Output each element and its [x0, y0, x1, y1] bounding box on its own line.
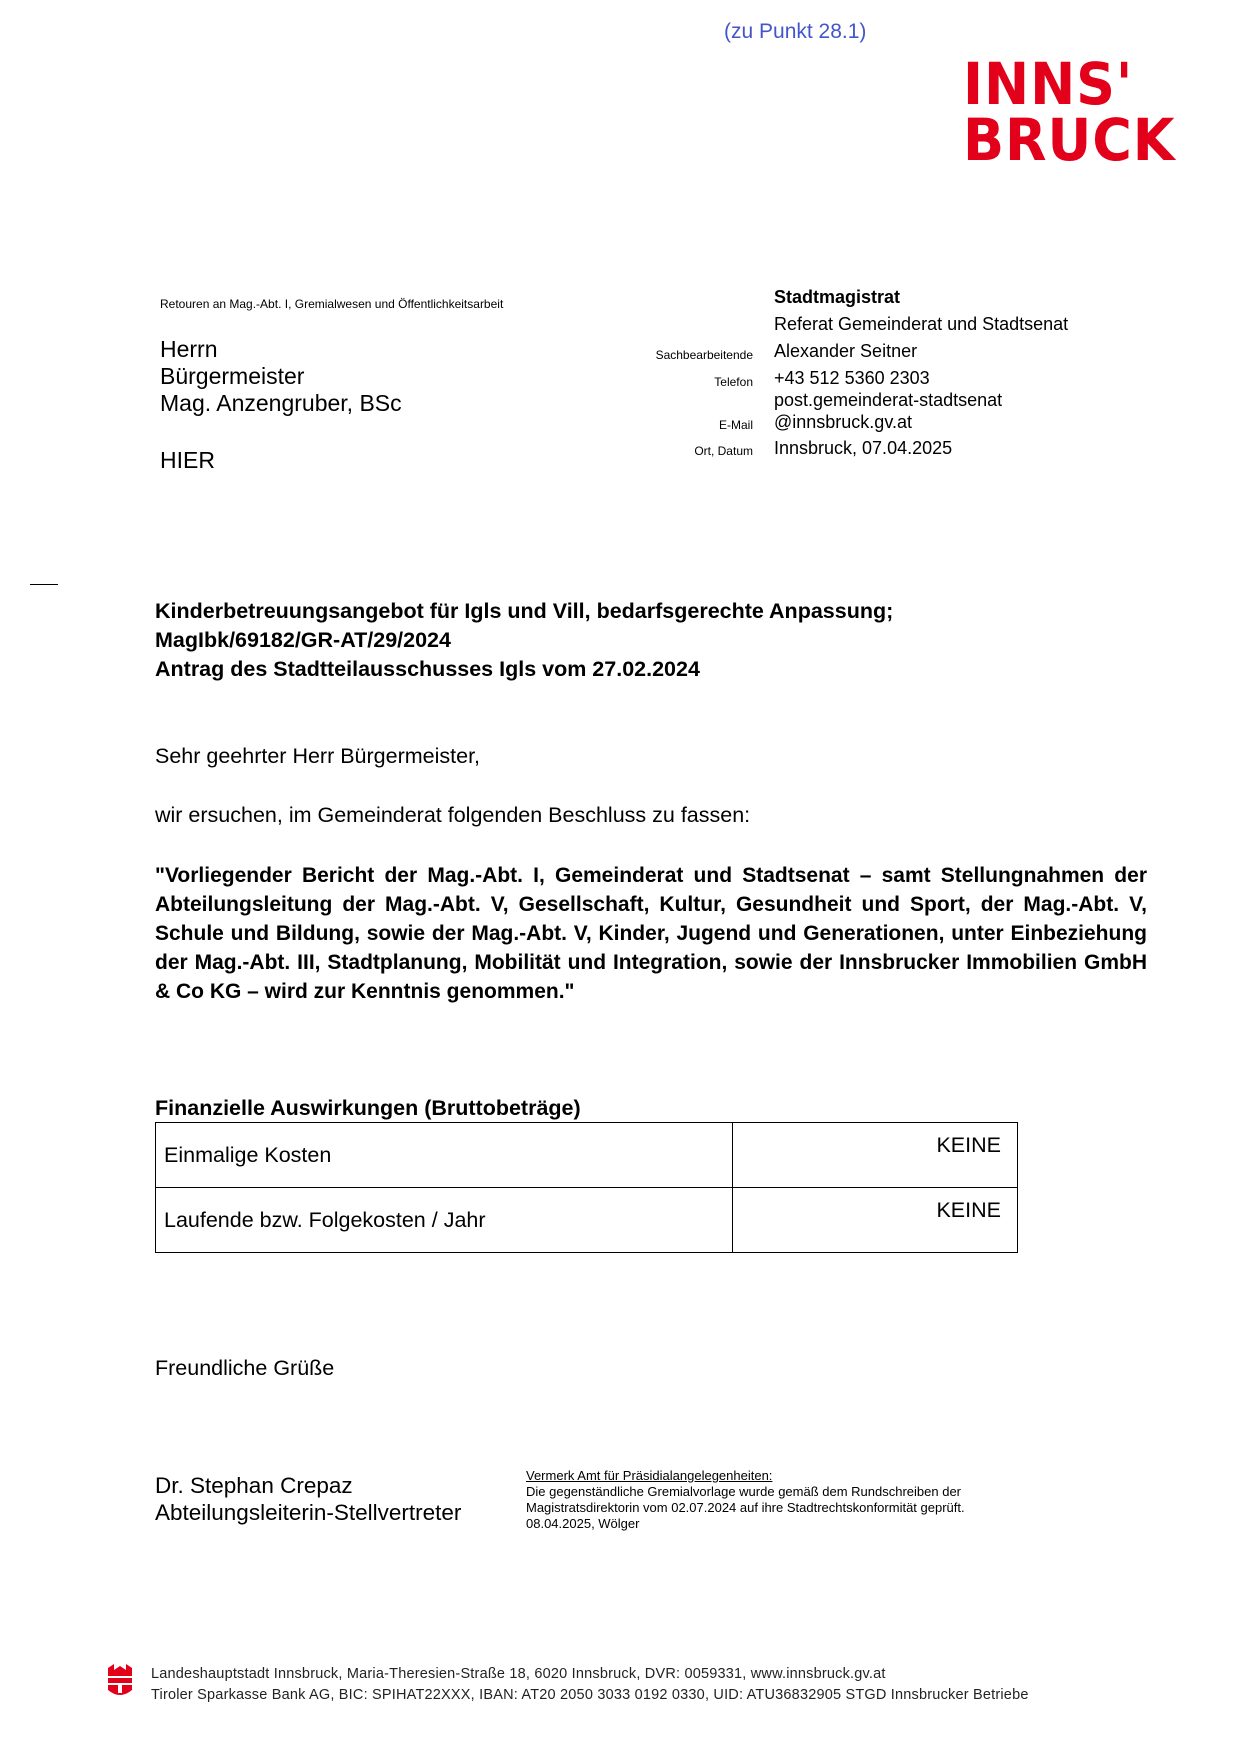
agenda-point-note: (zu Punkt 28.1) [724, 20, 867, 43]
footer-line-1 [151, 1664, 1029, 1685]
return-address: Retouren an Mag.-Abt. I, Gremialwesen und Öffentlichkeitsarbeit [160, 297, 504, 311]
recipient-title: Bürgermeister [160, 363, 305, 389]
logo-line-2: BRUCK [963, 106, 1176, 174]
salutation: Sehr geehrter Herr Bürgermeister, [155, 744, 481, 768]
review-note-heading: Vermerk Amt für Präsidialangelegenheiten: [526, 1468, 773, 1483]
table-row [156, 1188, 1018, 1253]
clerk-name: Alexander Seitner [774, 341, 918, 361]
closing: Freundliche Grüße [155, 1356, 335, 1380]
review-note-line: Magistratsdirektorin vom 02.07.2024 auf ihre Stadtrechtskonformität geprüft. [526, 1500, 965, 1515]
subject-line-3: Antrag des Stadtteilausschusses Igls vom 27.02.2024 [155, 657, 700, 681]
request-text: wir ersuchen, im Gemeinderat folgenden Beschluss zu fassen: [155, 803, 751, 827]
financial-row-value: KEINE [733, 1123, 1018, 1188]
place-date: Innsbruck, 07.04.2025 [774, 438, 953, 458]
email-address-part-2: @innsbruck.gv.at [774, 412, 912, 432]
email-label: E-Mail [718, 418, 753, 432]
recipient-location: HIER [160, 447, 215, 473]
sender-department: Referat Gemeinderat und Stadtsenat [774, 314, 1069, 334]
subject-block [155, 597, 1155, 684]
email-address-part-1: post.gemeinderat-stadtsenat [774, 390, 1003, 410]
financial-table [155, 1122, 1018, 1253]
footer-line-2: Tiroler Sparkasse Bank AG, BIC: SPIHAT22XXX, IBAN: AT20 2050 3033 0192 0330, UID: ATU36832905 STGD Innsbrucker Betriebe [151, 1687, 1029, 1703]
resolution-text: "Vorliegender Bericht der Mag.-Abt. I, Gemeinderat und Stadtsenat – samt Stellungnahmen der Abteilungsleitung der Mag.-Abt. V, Gesellschaft, Kultur, Gesundheit und Sport, der Mag.-Abt. V, Schule und Bildung, sowie der Mag.-Abt. V, Kinder, Jugend und Generationen, unter Einbeziehung der Mag.-Abt. III, Stadtplanung, Mobilität und Integration, sowie der Innsbrucker Immobilien GmbH & Co KG – wird zur Kenntnis genommen." [155, 864, 1147, 1003]
clerk-label: Sachbearbeitende [655, 348, 753, 362]
footer-address: , Maria-Theresien-Straße 18, 6020 Innsbruck, DVR: 0059331, www.innsbruck.gv.at [338, 1666, 886, 1682]
signature-block [155, 1472, 461, 1526]
place-date-label: Ort, Datum [694, 444, 753, 458]
financial-row-label: Einmalige Kosten [156, 1123, 733, 1188]
table-row [156, 1123, 1018, 1188]
sender-office: Stadtmagistrat [774, 287, 901, 307]
logo-line-1: INNS' [963, 50, 1134, 118]
subject-line-1: Kinderbetreuungsangebot für Igls und Vill, bedarfsgerechte Anpassung; [155, 599, 894, 623]
financial-row-label: Laufende bzw. Folgekosten / Jahr [156, 1188, 733, 1253]
recipient-salutation: Herrn [160, 336, 218, 362]
signatory-name: Dr. Stephan Crepaz [155, 1473, 353, 1498]
review-note-line: Die gegenständliche Gremialvorlage wurde gemäß dem Rundschreiben der [526, 1484, 962, 1499]
financial-title: Finanzielle Auswirkungen (Bruttobeträge) [155, 1096, 581, 1120]
review-note-line: 08.04.2025, Wölger [526, 1516, 640, 1531]
fold-mark [30, 584, 58, 585]
innsbruck-logo [963, 50, 1203, 176]
phone-number: +43 512 5360 2303 [774, 368, 930, 388]
financial-row-value: KEINE [733, 1188, 1018, 1253]
footer [151, 1664, 1029, 1706]
phone-label: Telefon [714, 375, 753, 389]
city-crest-icon [106, 1664, 134, 1698]
recipient-address [160, 336, 402, 474]
review-note [526, 1468, 1046, 1532]
subject-reference: MagIbk/69182/GR-AT/29/2024 [155, 628, 451, 652]
recipient-name: Mag. Anzengruber, BSc [160, 390, 402, 416]
footer-city: Landeshauptstadt Innsbruck [151, 1666, 339, 1682]
signatory-title: Abteilungsleiterin-Stellvertreter [155, 1500, 462, 1525]
